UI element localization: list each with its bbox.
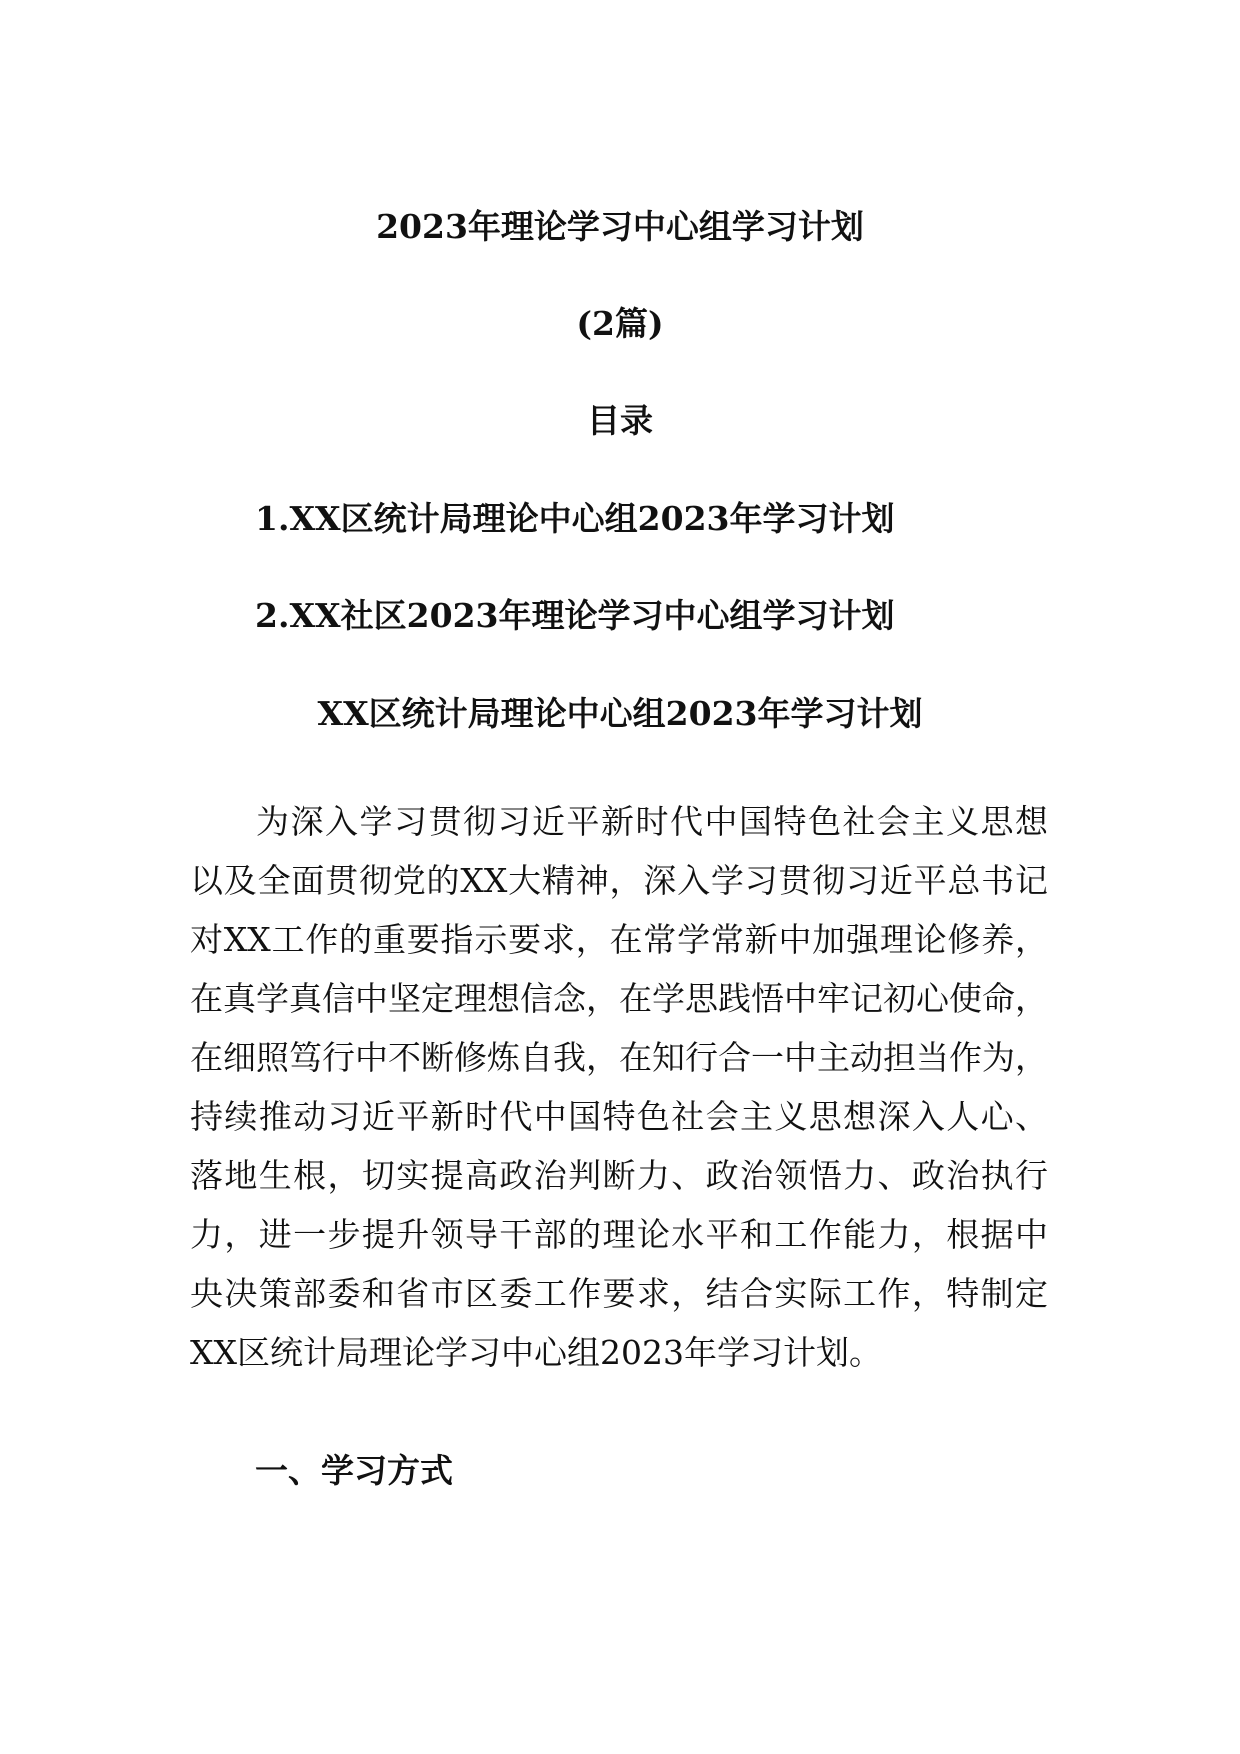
paragraph-line: 在细照笃行中不断修炼自我，在知行合一中主动担当作为，	[190, 1038, 1048, 1077]
paragraph-line: 以及全面贯彻党的XX大精神，深入学习贯彻习近平总书记	[190, 861, 1048, 900]
body-paragraph	[190, 792, 1048, 1382]
subtitle: (2篇)	[576, 304, 664, 343]
paragraph-line: 为深入学习贯彻习近平新时代中国特色社会主义思想	[256, 802, 1048, 841]
paragraph-line: 力，进一步提升领导干部的理论水平和工作能力，根据中	[190, 1215, 1048, 1254]
toc-item[interactable]: 2.XX社区2023年理论学习中心组学习计划	[255, 596, 895, 635]
paragraph-line: 持续推动习近平新时代中国特色社会主义思想深入人心、	[190, 1097, 1048, 1136]
paragraph-line: XX区统计局理论学习中心组2023年学习计划。	[190, 1333, 882, 1372]
paragraph-line: 对XX工作的重要指示要求，在常学常新中加强理论修养，	[190, 920, 1048, 959]
toc-heading: 目录	[587, 401, 653, 440]
article-title: XX区统计局理论中心组2023年学习计划	[317, 694, 923, 733]
section-heading: 一、学习方式	[255, 1451, 453, 1490]
paragraph-line: 在真学真信中坚定理想信念，在学思践悟中牢记初心使命，	[190, 979, 1048, 1018]
paragraph-line: 落地生根，切实提高政治判断力、政治领悟力、政治执行	[190, 1156, 1048, 1195]
main-title: 2023年理论学习中心组学习计划	[376, 207, 864, 246]
toc-item[interactable]: 1.XX区统计局理论中心组2023年学习计划	[255, 499, 895, 538]
paragraph-line: 央决策部委和省市区委工作要求，结合实际工作，特制定	[190, 1274, 1048, 1313]
